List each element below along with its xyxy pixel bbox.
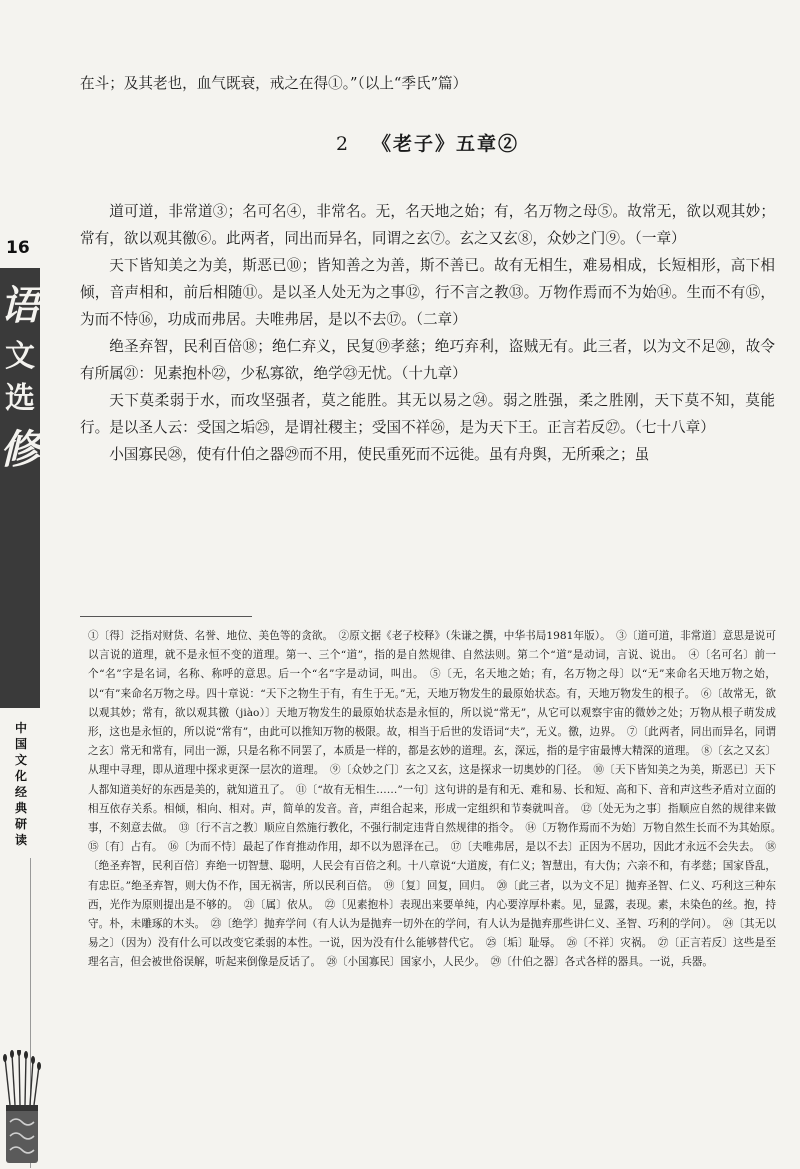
side-subtitle-char: 读 [14, 833, 27, 847]
footnote-rule [80, 616, 252, 617]
page-number: 16 [6, 238, 30, 258]
page-sidebar [0, 238, 44, 1168]
side-subtitle-char: 研 [14, 817, 27, 831]
section-title: 《老子》五章② [372, 133, 520, 155]
paragraph: 天下莫柔弱于水，而攻坚强者，莫之能胜。其无以易之㉔。弱之胜强，柔之胜刚，天下莫不知，莫能行。是以圣人云：受国之垢㉕，是谓社稷主；受国不祥㉖，是为天下王。正言若反㉗。（七十八章） [80, 392, 775, 436]
footnotes [88, 627, 787, 973]
paragraph: 道可道，非常道③；名可名④，非常名。无，名天地之始；有，名万物之母⑤。故常无，欲以观其妙；常有，欲以观其徼⑥。此两者，同出而异名，同谓之玄⑦。玄之又玄⑧，众妙之门⑨。（一章） [80, 203, 775, 247]
side-title [0, 276, 40, 480]
top-line: 在斗；及其老也，血气既衰，戒之在得①。”（以上“季氏”篇） [80, 75, 468, 92]
side-subtitle-char: 中 [14, 721, 27, 735]
side-title-char: 文 [5, 339, 35, 374]
side-subtitle-char: 化 [14, 769, 27, 783]
side-title-char: 语 [0, 282, 40, 329]
main-text [80, 70, 775, 468]
side-subtitle-char: 经 [14, 785, 27, 799]
side-subtitle-char: 国 [14, 737, 27, 751]
footnote-text: ①〔得〕泛指对财货、名誉、地位、美色等的贪欲。 ②原文据《老子校释》（朱谦之撰，中华书局1981年版）。 ③〔道可道，非常道〕意思是说可以言说的道理，就不是永恒不变的道理。第一、三个“道”，指的是自然规律、自然法则。第二个“道”是动词，言说、说出。 ④〔名可名〕前一个“名”字是名词，名称、称呼的意思。后一个“名”字是动词，叫出。 ⑤〔无，名天地之始；有，名万物之母〕以“无”来命名天地万物之始，以“有”来命名万物之母。四十章说：“天下之物生于有，有生于无。”无，天地万物发生的最原始状态。有，天地万物发生的根子。 ⑥〔故常无，欲以观其妙；常有，欲以观其徼（jiào）〕天地万物发生的最原始状态是永恒的，所以说“常无”，从它可以观察宇宙的微妙之处；万物从根子萌发成形，这也是永恒的，所以说“常有”，由此可以推知万物的极限。故，相当于后世的发语词“夫”，无义。徼，边界。 ⑦〔此两者，同出而异名，同谓之玄〕常无和常有，同出一源，只是名称不同罢了，本质是一样的，都是玄妙的道理。玄，深远，指的是宇宙最博大精深的道理。 ⑧〔玄之又玄〕从理中寻理，即从道理中探求更深一层次的道理。 ⑨〔众妙之门〕玄之又玄，这是探求一切奥妙的门径。 ⑩〔天下皆知美之为美，斯恶已〕天下人都知道美好的东西是美的，就知道丑了。 ⑪〔“故有无相生……”一句〕这句讲的是有和无、难和易、长和短、高和下、音和声这些矛盾对立面的相互依存关系。相倾，相向、相对。声，简单的发音。音，声组合起来，形成一定组织和节奏就叫音。 ⑫〔处无为之事〕指顺应自然的规律来做事，不刻意去做。 ⑬〔行不言之教〕顺应自然施行教化，不强行制定违背自然规律的指令。 ⑭〔万物作焉而不为始〕万物自然生长而不为其始原。 ⑮〔有〕占有。 ⑯〔为而不恃〕最起了作育推动作用，却不以为恩泽在己。 ⑰〔夫唯弗居，是以不去〕正因为不居功，因此才永远不会失去。 ⑱〔绝圣弃智，民利百倍〕弃绝一切智慧、聪明，人民会有百倍之利。十八章说“大道废，有仁义；智慧出，有大伪；六亲不和，有孝慈；国家昏乱，有忠臣。”绝圣弃智，则大伪不作，国无祸害，所以民利百倍。 ⑲〔复〕回复，回归。 ⑳〔此三者，以为文不足〕抛弃圣智、仁义、巧利这三种东西，光作为原则提出是不够的。 ㉑〔属〕依从。 ㉒〔见素抱朴〕表现出来要单纯，内心要淳厚朴素。见，显露，表现。素，未染色的丝。抱，持守。朴，未雕琢的木头。 ㉓〔绝学〕抛弃学问（有人认为是抛弃一切外在的学问，有人认为是抛弃那些讲仁义、圣智、巧利的学问）。 ㉔〔其无以易之〕（因为）没有什么可以改变它柔弱的本性。一说，因为没有什么能够替代它。 ㉕〔垢〕耻辱。 ㉖〔不祥〕灾祸。 ㉗〔正言若反〕这些是至理名言，但会被世俗误解，听起来倒像是反话了。 ㉘〔小国寡民〕国家小，人民少。 ㉙〔什伯之器〕各式各样的器具。一说，兵器。 [88, 630, 787, 969]
side-title-char: 修 [0, 426, 40, 473]
brush-pot-icon [2, 1050, 42, 1165]
section-heading [80, 131, 775, 158]
side-subtitle [10, 720, 32, 848]
paragraph: 小国寡民㉘，使有什伯之器㉙而不用，使民重死而不远徙。虽有舟舆，无所乘之；虽 [109, 446, 650, 463]
side-subtitle-char: 典 [14, 801, 27, 815]
side-title-char: 选 [5, 381, 35, 416]
paragraph: 绝圣弃智，民利百倍⑱；绝仁弃义，民复⑲孝慈；绝巧弃利，盗贼无有。此三者，以为文不足⑳，故令有所属㉑：见素抱朴㉒，少私寡欲，绝学㉓无忧。（十九章） [80, 338, 775, 382]
side-subtitle-char: 文 [14, 753, 27, 767]
paragraph: 天下皆知美之为美，斯恶已⑩；皆知善之为善，斯不善已。故有无相生，难易相成，长短相形，高下相倾，音声相和，前后相随⑪。是以圣人处无为之事⑫，行不言之教⑬。万物作焉而不为始⑭。生而不有⑮，为而不恃⑯，功成而弗居。夫唯弗居，是以不去⑰。（二章） [80, 257, 775, 328]
section-number: 2 [335, 133, 351, 155]
